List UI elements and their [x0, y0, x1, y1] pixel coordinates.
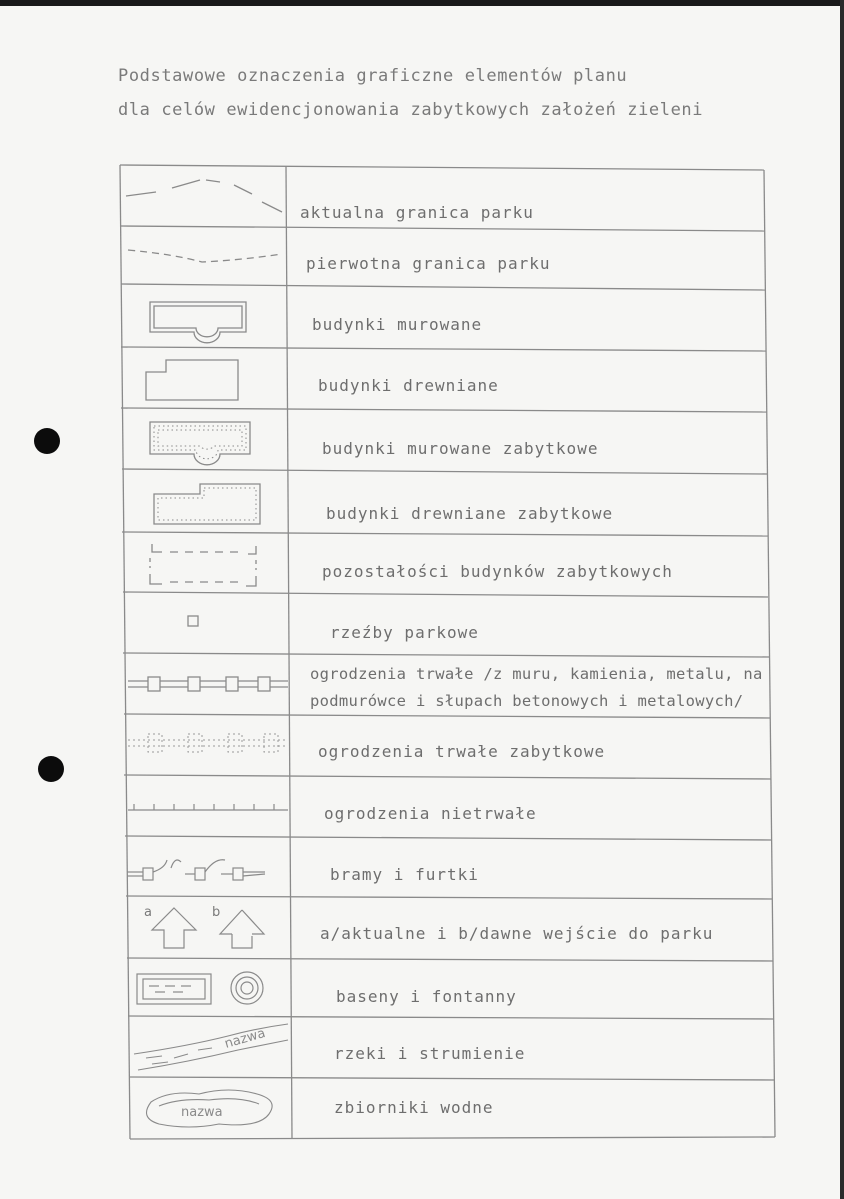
legend-label-entrances: a/aktualne i b/dawne wejście do parku: [320, 924, 714, 943]
permanent-fence-symbol: [124, 656, 290, 716]
wooden-building-symbol: [122, 350, 286, 408]
legend-label-building-remains: pozostałości budynków zabytkowych: [322, 562, 673, 581]
page-title-line-2: dla celów ewidencjonowania zabytkowych założeń zieleni: [118, 100, 704, 120]
rivers-symbol: [128, 1018, 294, 1078]
boundary-current-symbol: [122, 170, 286, 226]
legend-label-boundary-current: aktualna granica parku: [300, 203, 534, 222]
legend-label-temporary-fence: ogrodzenia nietrwałe: [324, 804, 537, 823]
legend-label-historic-brick-building: budynki murowane zabytkowe: [322, 439, 599, 458]
entrance-b-mark: b: [212, 905, 221, 920]
legend-label-permanent-fence-line-2: podmurówce i słupach betonowych i metalowych/: [310, 692, 744, 710]
gates-symbol: [125, 838, 291, 898]
entrance-a-mark: a: [144, 905, 152, 920]
building-remains-symbol: [122, 534, 286, 594]
legend-label-boundary-original: pierwotna granica parku: [306, 254, 551, 273]
pond-name-text: nazwa: [181, 1105, 223, 1120]
page-title-line-1: Podstawowe oznaczenia graficzne elementów planu: [118, 66, 628, 86]
legend-label-permanent-fence: ogrodzenia trwałe /z muru, kamienia, metalu, na: [310, 665, 763, 683]
temporary-fence-symbol: [124, 778, 290, 838]
legend-label-sculpture: rzeźby parkowe: [330, 623, 479, 642]
legend-label-pools-fountains: baseny i fontanny: [336, 987, 517, 1006]
legend-label-historic-fence: ogrodzenia trwałe zabytkowe: [318, 742, 606, 761]
historic-fence-symbol: [124, 718, 290, 776]
pools-fountains-symbol: [127, 960, 293, 1018]
boundary-original-symbol: [122, 230, 286, 285]
brick-building-symbol: [122, 288, 286, 348]
sculpture-symbol: [122, 596, 286, 654]
river-name-text: nazwa: [222, 1025, 268, 1052]
legend-label-brick-building: budynki murowane: [312, 315, 483, 334]
legend-label-historic-wooden-building: budynki drewniane zabytkowe: [326, 504, 614, 523]
historic-brick-building-symbol: [122, 410, 286, 470]
historic-wooden-building-symbol: [122, 472, 286, 532]
legend-label-wooden-building: budynki drewniane: [318, 376, 499, 395]
legend-label-ponds: zbiorniki wodne: [334, 1098, 494, 1117]
legend-label-gates: bramy i furtki: [330, 865, 479, 884]
ponds-symbol: [129, 1080, 295, 1138]
entrances-symbol: [126, 898, 292, 960]
legend-label-rivers: rzeki i strumienie: [334, 1044, 526, 1063]
